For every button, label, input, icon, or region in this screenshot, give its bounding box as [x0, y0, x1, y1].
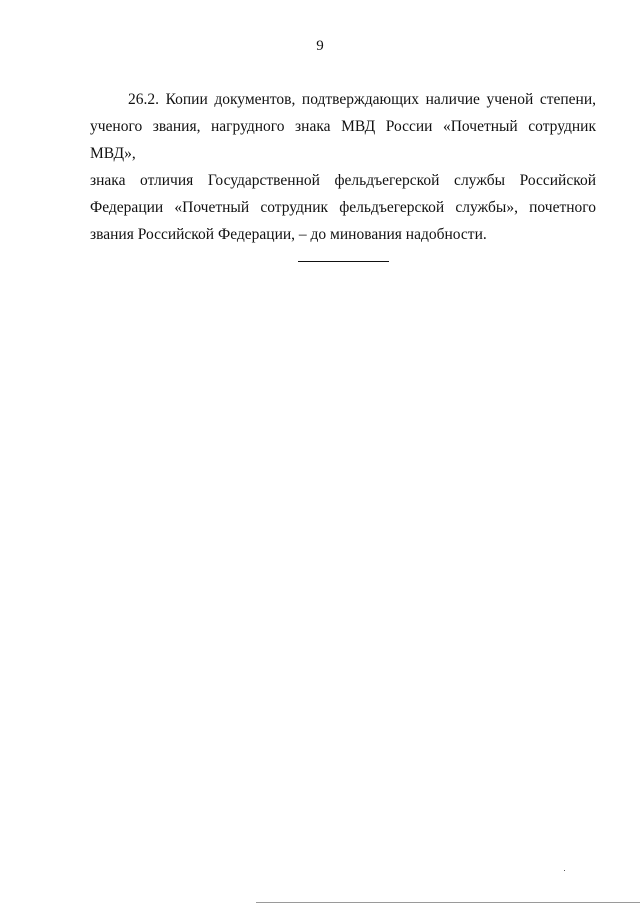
scan-bottom-edge [256, 902, 640, 903]
end-separator-line [298, 261, 389, 262]
paragraph-line-2: ученого звания, нагрудного знака МВД России «Почетный сотрудник МВД», [90, 118, 596, 162]
scan-speck [564, 870, 565, 871]
paragraph-line-3: знака отличия Государственной фельдъегерской службы Российской [90, 172, 596, 189]
paragraph-26-2 [90, 86, 596, 248]
page-number: 9 [316, 38, 324, 54]
paragraph-line-5: звания Российской Федерации, – до минования надобности. [90, 226, 487, 243]
paragraph-line-4: Федерации «Почетный сотрудник фельдъегерской службы», почетного [90, 199, 596, 216]
paragraph-line-1: 26.2. Копии документов, подтверждающих наличие ученой степени, [128, 91, 596, 108]
